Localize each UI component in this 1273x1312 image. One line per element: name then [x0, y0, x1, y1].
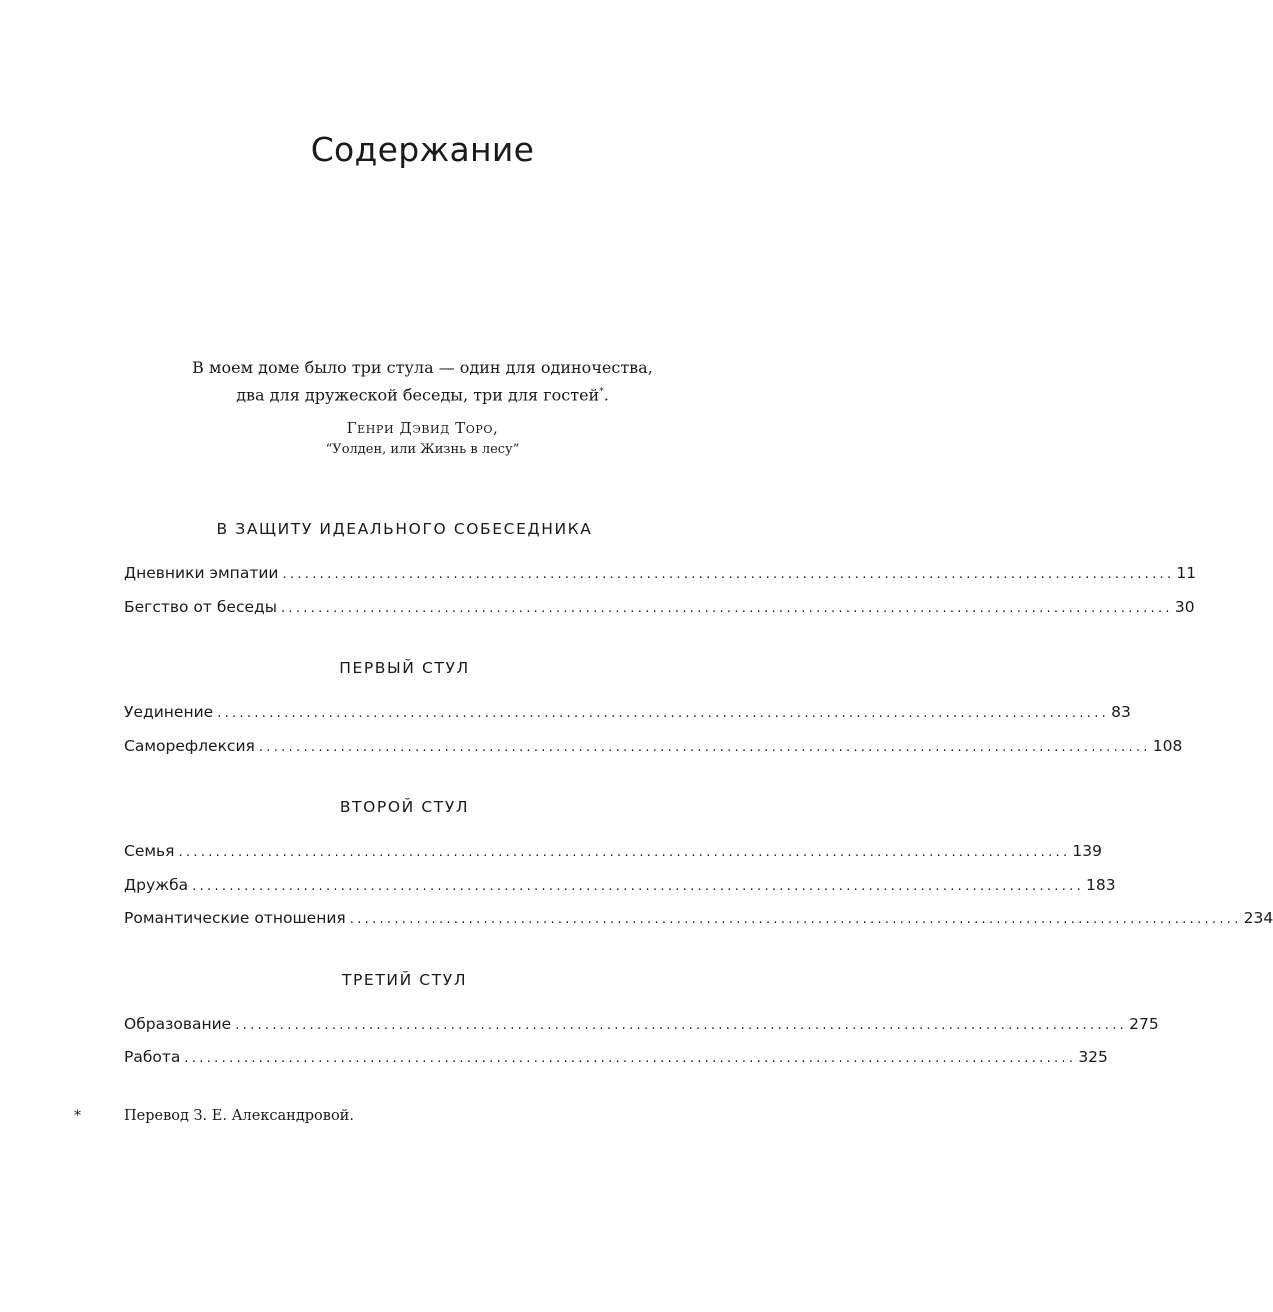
footnote-mark: * [74, 1108, 81, 1124]
toc-entry [124, 902, 1273, 936]
entry-title: Дневники эмпатии [124, 564, 279, 582]
entry-title: Уединение [124, 703, 214, 721]
epigraph-line-2 [0, 380, 845, 407]
dot-leader: ........................................................................................................................ [235, 1017, 1128, 1033]
entry-page-number: 139 [1072, 842, 1102, 860]
entry-page-number: 275 [1129, 1014, 1159, 1033]
dot-leader: ........................................................................................................................ [192, 878, 1085, 894]
section-title: В ЗАЩИТУ ИДЕАЛЬНОГО СОБЕСЕДНИКА [216, 520, 593, 538]
epigraph-line-1: В моем доме было три стула — один для одиночества, [192, 358, 653, 377]
entry-title: Саморефлексия [124, 736, 255, 755]
entry-page-number: 30 [1174, 597, 1195, 616]
entry-page-number: 83 [1111, 703, 1131, 721]
dot-leader: ........................................................................................................................ [184, 1051, 1077, 1066]
toc-entry [124, 696, 1131, 730]
footnote-text: Перевод З. Е. Александровой. [124, 1108, 354, 1124]
entry-title: Работа [124, 1048, 181, 1066]
dot-leader: ........................................................................................................................ [349, 912, 1242, 927]
entry-title: Бегство от беседы [124, 597, 277, 616]
epigraph-line-2-text: два для дружеской беседы, три для гостей [236, 385, 600, 405]
dot-leader: ........................................................................................................................ [217, 706, 1110, 721]
dot-leader: ........................................................................................................................ [258, 739, 1151, 755]
entry-title: Дружба [124, 875, 189, 894]
dot-leader: ........................................................................................................................ [282, 567, 1175, 582]
toc-entry [124, 730, 1183, 764]
entry-page-number: 183 [1086, 875, 1116, 894]
epigraph-line-2-end: . [603, 385, 609, 405]
page-title: Содержание [310, 130, 535, 169]
dot-leader: ........................................................................................................................ [280, 600, 1173, 616]
toc-entry [124, 557, 1197, 591]
footnote [74, 1108, 774, 1124]
entry-title: Образование [124, 1014, 232, 1033]
epigraph-source: “Уолден, или Жизнь в лесу” [325, 442, 520, 458]
footnote-marker: * [599, 387, 604, 397]
toc-section [124, 651, 1183, 763]
toc-entry [124, 1041, 1108, 1075]
section-title: ВТОРОЙ СТУЛ [339, 798, 470, 816]
entry-page-number: 108 [1152, 736, 1183, 755]
toc-section [124, 790, 1273, 936]
entry-page-number: 11 [1176, 564, 1197, 582]
toc-section [124, 512, 1197, 624]
table-of-contents [124, 512, 1273, 1102]
toc-entry [124, 591, 1195, 625]
dot-leader: ........................................................................................................................ [178, 845, 1071, 860]
epigraph-author: Генри Дэвид Торо, [346, 419, 499, 438]
entry-title: Романтические отношения [124, 909, 346, 927]
section-title: ТРЕТИЙ СТУЛ [341, 970, 468, 989]
epigraph [0, 356, 845, 461]
entry-page-number: 325 [1078, 1048, 1108, 1066]
entry-page-number: 234 [1243, 909, 1273, 927]
toc-entry [124, 1008, 1159, 1042]
toc-section [124, 963, 1159, 1075]
toc-entry [124, 835, 1102, 869]
entry-title: Семья [124, 842, 175, 860]
toc-entry [124, 869, 1116, 903]
section-title: ПЕРВЫЙ СТУЛ [339, 659, 470, 677]
